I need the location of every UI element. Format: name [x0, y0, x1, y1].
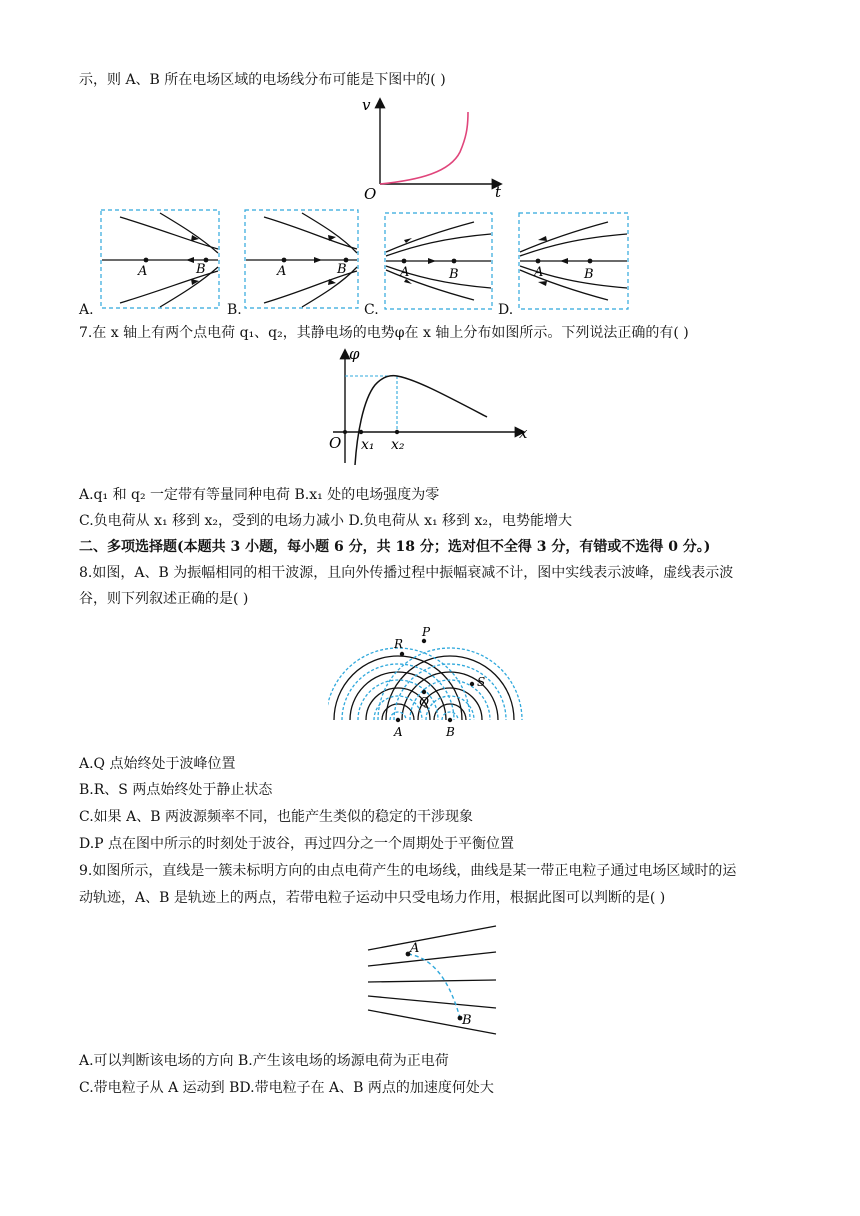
- svg-text:B: B: [584, 267, 594, 282]
- q6-option-d-diagram[interactable]: [518, 212, 630, 312]
- svg-text:A: A: [400, 265, 410, 280]
- trajectory: [408, 954, 460, 1018]
- svg-text:S: S: [477, 675, 486, 689]
- svg-text:A: A: [410, 941, 420, 956]
- q9-option-ab[interactable]: A.可以判断该电场的方向 B.产生该电场的场源电荷为正电荷: [79, 1053, 449, 1069]
- q6-stem: 示，则 A、B 所在电场区域的电场线分布可能是下图中的( ): [79, 72, 446, 88]
- q9-stem-line1: 9.如图所示，直线是一簇未标明方向的由点电荷产生的电场线，曲线是某一带正电粒子通过电场区域时的运: [79, 863, 737, 879]
- origin-label: O: [329, 434, 342, 452]
- q6-option-a-label[interactable]: A.: [79, 302, 94, 318]
- svg-text:B: B: [196, 262, 206, 277]
- vt-curve: [380, 112, 468, 184]
- q6-option-a-diagram[interactable]: [100, 209, 220, 311]
- svg-text:B: B: [462, 1013, 472, 1028]
- q6-option-c-diagram[interactable]: [384, 212, 494, 312]
- x-label: x: [519, 424, 528, 442]
- svg-text:Q: Q: [419, 695, 429, 709]
- q7-option-ab[interactable]: A.q₁ 和 q₂ 一定带有等量同种电荷 B.x₁ 处的电场强度为零: [79, 487, 440, 503]
- q8-option-c[interactable]: C.如果 A、B 两波源频率不同，也能产生类似的稳定的干涉现象: [79, 809, 473, 825]
- q8-stem-line2: 谷，则下列叙述正确的是( ): [79, 591, 249, 607]
- q8-option-a[interactable]: A.Q 点始终处于波峰位置: [79, 756, 236, 772]
- svg-text:B: B: [337, 262, 347, 277]
- q8-interference-diagram: [328, 624, 538, 740]
- q9-option-cd[interactable]: C.带电粒子从 A 运动到 BD.带电粒子在 A、B 两点的加速度何处大: [79, 1080, 494, 1096]
- q7-stem: 7.在 x 轴上有两个点电荷 q₁、q₂，其静电场的电势φ在 x 轴上分布如图所示。下列说法正确的有( ): [79, 325, 689, 341]
- phi-curve: [355, 376, 487, 465]
- q9-stem-line2: 动轨迹，A、B 是轨迹上的两点，若带电粒子运动中只受电场力作用，根据此图可以判断的是( ): [79, 890, 666, 906]
- svg-text:A: A: [534, 265, 544, 280]
- svg-text:P: P: [422, 625, 431, 639]
- svg-text:A: A: [138, 264, 148, 279]
- q6-option-b-diagram[interactable]: [244, 209, 360, 311]
- q8-stem-line1: 8.如图，A、B 为振幅相同的相干波源，且向外传播过程中振幅衰减不计，图中实线表示波峰，虚线表示波: [79, 565, 734, 581]
- q6-option-d-label[interactable]: D.: [498, 302, 514, 318]
- section2-heading: 二、多项选择题(本题共 3 小题，每小题 6 分，共 18 分；选对但不全得 3 分，有错或不选得 0 分。): [79, 539, 711, 555]
- x2-label: x₂: [391, 437, 405, 453]
- origin-label: O: [364, 185, 377, 202]
- q8-option-b[interactable]: B.R、S 两点始终处于静止状态: [79, 782, 273, 798]
- q6-option-c-label[interactable]: C.: [364, 302, 379, 318]
- t-label: t: [495, 183, 502, 201]
- x1-label: x₁: [361, 437, 375, 453]
- q9-field-diagram: [364, 922, 500, 1038]
- svg-text:R: R: [394, 637, 404, 651]
- svg-text:A: A: [277, 264, 287, 279]
- q6-option-b-label[interactable]: B.: [227, 302, 242, 318]
- v-label: v: [362, 96, 371, 114]
- q7-potential-graph: [325, 345, 535, 470]
- phi-label: φ: [349, 345, 360, 363]
- svg-text:A: A: [394, 725, 403, 739]
- q6-vt-graph: [360, 92, 520, 202]
- q8-option-d[interactable]: D.P 点在图中所示的时刻处于波谷，再过四分之一个周期处于平衡位置: [79, 836, 515, 852]
- q7-option-cd[interactable]: C.负电荷从 x₁ 移到 x₂，受到的电场力减小 D.负电荷从 x₁ 移到 x₂，电势能增大: [79, 513, 573, 529]
- svg-text:B: B: [446, 725, 455, 739]
- svg-text:B: B: [449, 267, 459, 282]
